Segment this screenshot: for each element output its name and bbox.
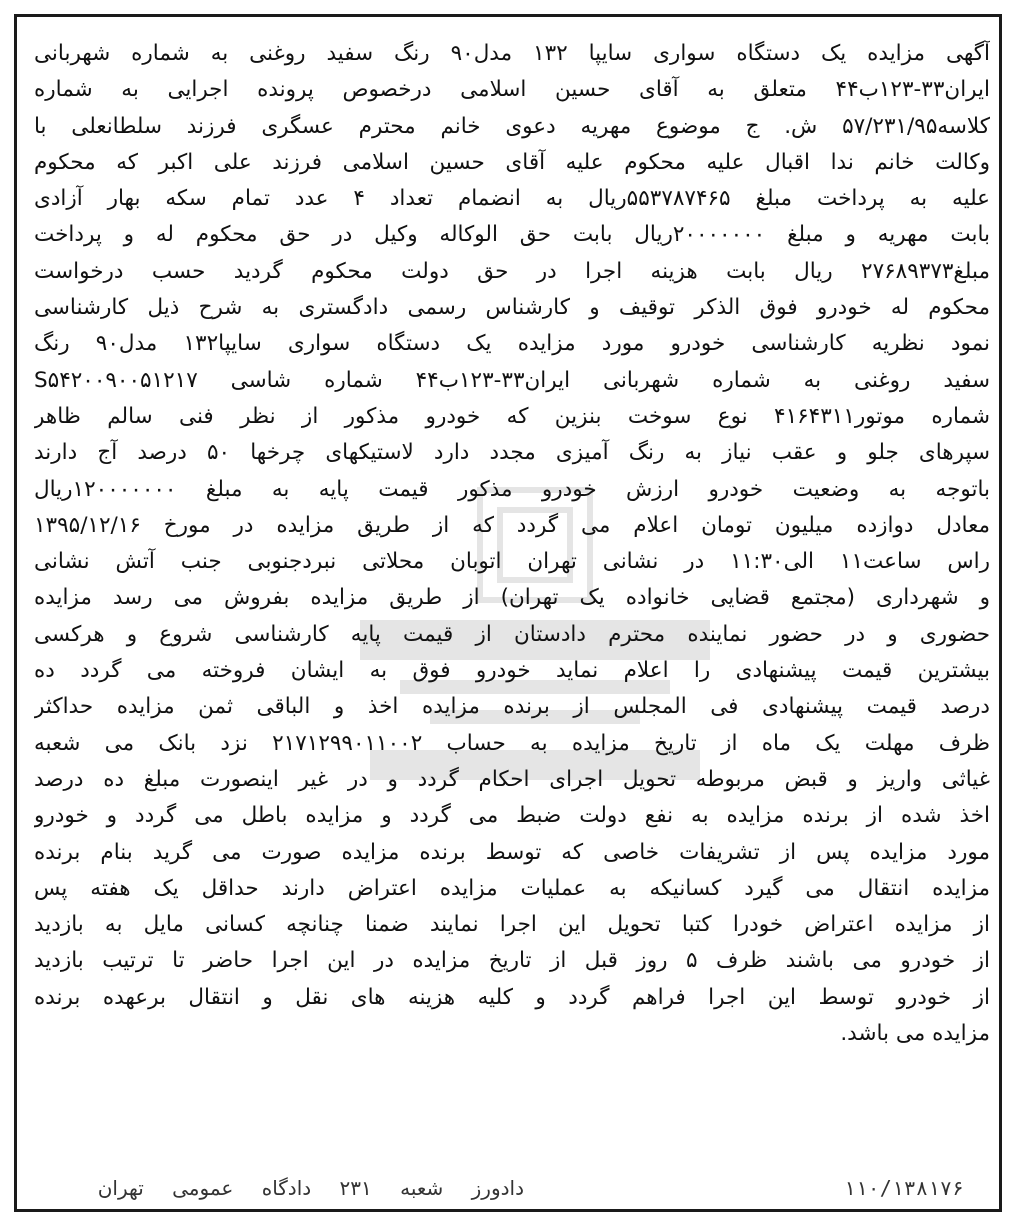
notice-line: درصد قیمت پیشنهادی فی المجلس از برنده مزایده اخذ و الباقی ثمن مزایده حداکثر [34, 694, 990, 720]
notice-line: راس ساعت۱۱ الی۱۱:۳۰ در نشانی تهران اتوبان محلاتی نبردجنوبی جنب آتش نشانی [34, 549, 990, 575]
notice-line: مزایده انتقال می گیرد کسانیکه به عملیات مزایده اعتراض دارند حداقل یک هفته پس [34, 875, 990, 901]
notice-line: ایران۳۳-۱۲۳ب۴۴ متعلق به آقای حسین اسلامی درخصوص پرونده اجرایی به شماره [34, 77, 990, 103]
notice-line: وکالت خانم ندا اقبال علیه محکوم علیه آقای حسین اسلامی فرزند علی اکبر که محکوم [34, 149, 990, 175]
notice-line: از خودرو توسط این اجرا فراهم گردد و کلیه هزینه های نقل و انتقال برعهده برنده [34, 984, 990, 1010]
notice-line: شماره موتور۴۱۶۴۳۱۱ نوع سوخت بنزین که خودرو مذکور از نظر فنی سالم ظاهر [34, 403, 990, 429]
notice-line: نمود نظریه کارشناسی خودرو مورد مزایده یک دستگاه سواری سایپا۱۳۲ مدل۹۰ رنگ [34, 331, 990, 357]
notice-line: سفید روغنی به شماره شهربانی ایران۳۳-۱۲۳ب۴۴ شماره شاسی S۵۴۲۰۰۹۰۰۵۱۲۱۷ [34, 367, 990, 393]
notice-line: معادل دوازده میلیون تومان اعلام می گردد که از طریق مزایده در مورخ ۱۳۹۵/۱۲/۱۶ [34, 512, 990, 538]
notice-line: محکوم له خودرو فوق الذکر توقیف و کارشناس رسمی دادگستری به شرح ذیل کارشناسی [34, 295, 990, 321]
reference-number: ۱۱۰/۱۳۸۱۷۶ [843, 1176, 964, 1200]
notice-line: ظرف مهلت یک ماه از تاریخ مزایده به حساب ۲۱۷۱۲۹۹۰۱۱۰۰۲ نزد بانک می شعبه [34, 730, 990, 756]
notice-line: سپرهای جلو و عقب نیاز به رنگ آمیزی مجدد دارد لاستیکهای چرخها ۵۰ درصد آج دارند [34, 440, 990, 466]
notice-line: بیشترین قیمت پیشنهادی را اعلام نماید خودرو فوق به ایشان فروخته می گردد ده [34, 658, 990, 684]
notice-line: اخذ شده از برنده مزایده به نفع دولت ضبط می گردد و مزایده باطل می گردد و خودرو [34, 803, 990, 829]
notice-line: غیاثی واریز و قبض مربوطه تحویل اجرای احکام گردد و در غیر اینصورت مبلغ ده درصد [34, 766, 990, 792]
notice-line: آگهی مزایده یک دستگاه سواری سایپا ۱۳۲ مدل۹۰ رنگ سفید روغنی به شماره شهربانی [34, 41, 990, 66]
notice-line: باتوجه به وضعیت خودرو ارزش خودرو مذکور قیمت پایه به مبلغ ۱۲۰۰۰۰۰۰۰ریال [34, 476, 990, 502]
notice-line: مزایده می باشد. [840, 1021, 990, 1047]
notice-line: از مزایده اعتراض خودرا کتبا تحویل این اجرا نمایند ضمنا چنانچه کسانی مایل به بازدید [34, 912, 990, 938]
notice-line: و شهرداری (مجتمع قضایی خانواده یک تهران) از طریق مزایده بفروش می رسد مزایده [34, 585, 990, 611]
notice-line: علیه به پرداخت مبلغ ۵۵۳۷۸۷۴۶۵ریال به انضمام تعداد ۴ عدد تمام سکه بهار آزادی [34, 186, 990, 212]
notice-line: حضوری و در حضور نماینده محترم دادستان از قیمت پایه کارشناسی شروع و هرکسی [34, 621, 990, 647]
notice-line: مبلغ۲۷۶۸۹۳۷۳ ریال بابت هزینه اجرا در حق دولت محکوم گردید حسب درخواست [34, 258, 990, 284]
notice-line: مورد مزایده پس از تشریفات خاصی که توسط برنده مزایده صورت می گرید بنام برنده [34, 839, 990, 865]
notice-footer [44, 1172, 964, 1208]
notice-line: از خودرو می باشند ظرف ۵ روز قبل از تاریخ مزایده در این اجرا حاضر تا ترتیب بازدید [34, 948, 990, 974]
notice-line: بابت مهریه و مبلغ ۲۰۰۰۰۰۰۰ریال بابت حق الوکاله وکیل در حق محکوم له و پرداخت [34, 222, 990, 248]
notice-body [34, 36, 990, 1052]
issuer-signoff: دادورز شعبه ۲۳۱ دادگاه عمومی تهران [97, 1176, 524, 1200]
notice-line: کلاسه۵۷/۲۳۱/۹۵ ش. ج موضوع مهریه دعوی خانم محترم عسگری فرزند سلطانعلی با [34, 113, 990, 139]
